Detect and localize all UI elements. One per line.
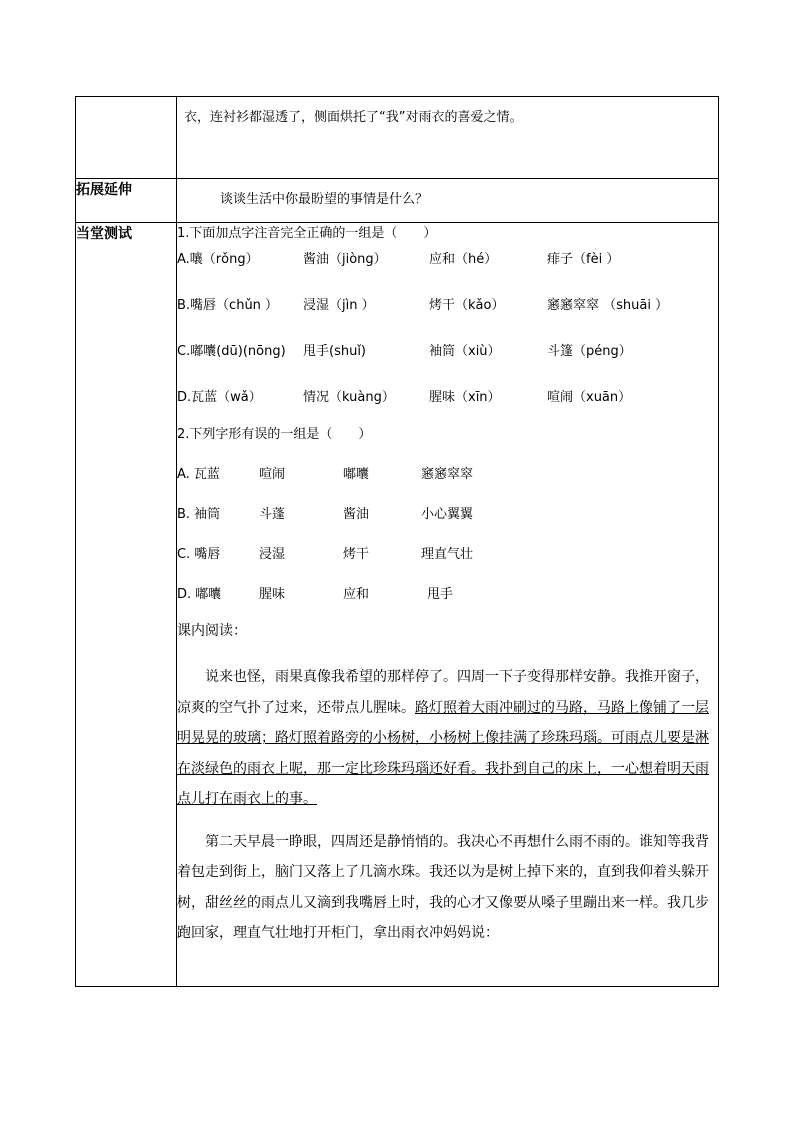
- lesson-table: [75, 96, 719, 987]
- extension-question: 谈谈生活中你最盼望的事情是什么？: [177, 179, 719, 223]
- option-item: 酱油（jiòng）: [303, 252, 387, 267]
- row-content: 衣，连衬衫都湿透了，侧面烘托了“我”对雨衣的喜爱之情。: [177, 97, 719, 179]
- underlined-text: 路灯照着大雨冲刷过的马路，马路上像铺了一层明晃晃的玻璃；路灯照着路旁的小杨树，小杨树上像挂满了珍珠玛瑙。可雨点儿要是淋在淡绿色的雨衣上呢，那一定比珍珠玛瑙还好看。我扑到自己的床上，一心想着明天雨点儿打在雨衣上的事。: [177, 699, 709, 807]
- option-item: 痱子（fèi ）: [547, 252, 620, 267]
- option-item: B.嘴唇（chǔn ）: [177, 298, 279, 313]
- q2-option-d: [177, 584, 718, 606]
- reading-paragraph-2: [177, 827, 712, 949]
- q2-option-a: [177, 464, 718, 486]
- row-label-test: 当堂测试: [76, 223, 177, 987]
- option-item: 斗篷（péng）: [547, 344, 632, 359]
- option-item: 应和: [343, 587, 370, 602]
- option-item: 斗蓬: [259, 507, 286, 522]
- option-item: 喧闹: [259, 467, 286, 482]
- option-item: 浸湿: [259, 547, 286, 562]
- option-item: 酱油: [343, 507, 370, 522]
- table-row: [76, 179, 719, 223]
- q2-option-c: [177, 544, 718, 566]
- option-item: 窸窸窣窣 （shuāi ）: [547, 298, 669, 313]
- q1-option-c: [177, 341, 718, 363]
- q1-option-d: [177, 387, 718, 409]
- option-item: 嘟囔: [343, 467, 370, 482]
- option-item: 烤干（kǎo）: [429, 298, 505, 313]
- option-item: 喧闹（xuān）: [547, 390, 632, 405]
- option-item: 腥味（xīn）: [429, 390, 501, 405]
- reading-paragraph-1: [177, 662, 712, 815]
- option-item: 烤干: [343, 547, 370, 562]
- test-content: [177, 223, 719, 987]
- q1-option-a: [177, 249, 718, 271]
- q1-stem: 1.下面加点字注音完全正确的一组是（ ）: [177, 226, 437, 241]
- option-item: 情况（kuàng）: [303, 390, 395, 405]
- option-item: 甩手: [427, 587, 454, 602]
- table-row: [76, 97, 719, 179]
- option-item: 浸湿（jìn ）: [303, 298, 375, 313]
- q2-option-b: [177, 504, 718, 526]
- option-item: 袖筒（xiù）: [429, 344, 501, 359]
- option-item: C. 嘴唇: [177, 547, 221, 562]
- option-item: A. 瓦蓝: [177, 467, 220, 482]
- reading-title: 课内阅读：: [177, 623, 247, 639]
- option-item: 甩手(shuǐ): [303, 344, 367, 359]
- option-item: D. 嘟囔: [177, 587, 222, 602]
- option-item: 小心翼翼: [421, 507, 474, 522]
- option-item: 窸窸窣窣: [421, 467, 474, 482]
- option-item: 应和（hé）: [429, 252, 498, 267]
- option-item: 腥味: [259, 587, 286, 602]
- q1-option-b: [177, 295, 718, 317]
- paragraph-text: 第二天早晨一睁眼，四周还是静悄悄的。我决心不再想什么雨不雨的。谁知等我背着包走到街上，脑门又落上了几滴水珠。我还以为是树上掉下来的，直到我仰着头躲开树，甜丝丝的雨点儿又滴到我嘴唇上时，我的心才又像要从嗓子里蹦出来一样。我几步跑回家，理直气壮地打开柜门，拿出雨衣冲妈妈说：: [177, 833, 709, 941]
- table-row: [76, 223, 719, 987]
- row-label-extension: 拓展延伸: [76, 179, 177, 223]
- option-item: C.嘟囔(dū)(nōng): [177, 344, 286, 359]
- option-item: A.嚷（rǒng）: [177, 252, 259, 267]
- row-label: [76, 97, 177, 179]
- option-item: D.瓦蓝（wǎ）: [177, 390, 262, 405]
- paragraph-text: 说来也怪，雨果真像我希望的那样停了。四周一下子变得那样安静。我推开窗子，凉爽的空气扑了过来，还带点儿腥味。: [177, 669, 709, 716]
- option-item: 理直气壮: [421, 547, 474, 562]
- q2-stem: 2.下列字形有误的一组是（ ）: [177, 427, 372, 442]
- option-item: B. 袖筒: [177, 507, 221, 522]
